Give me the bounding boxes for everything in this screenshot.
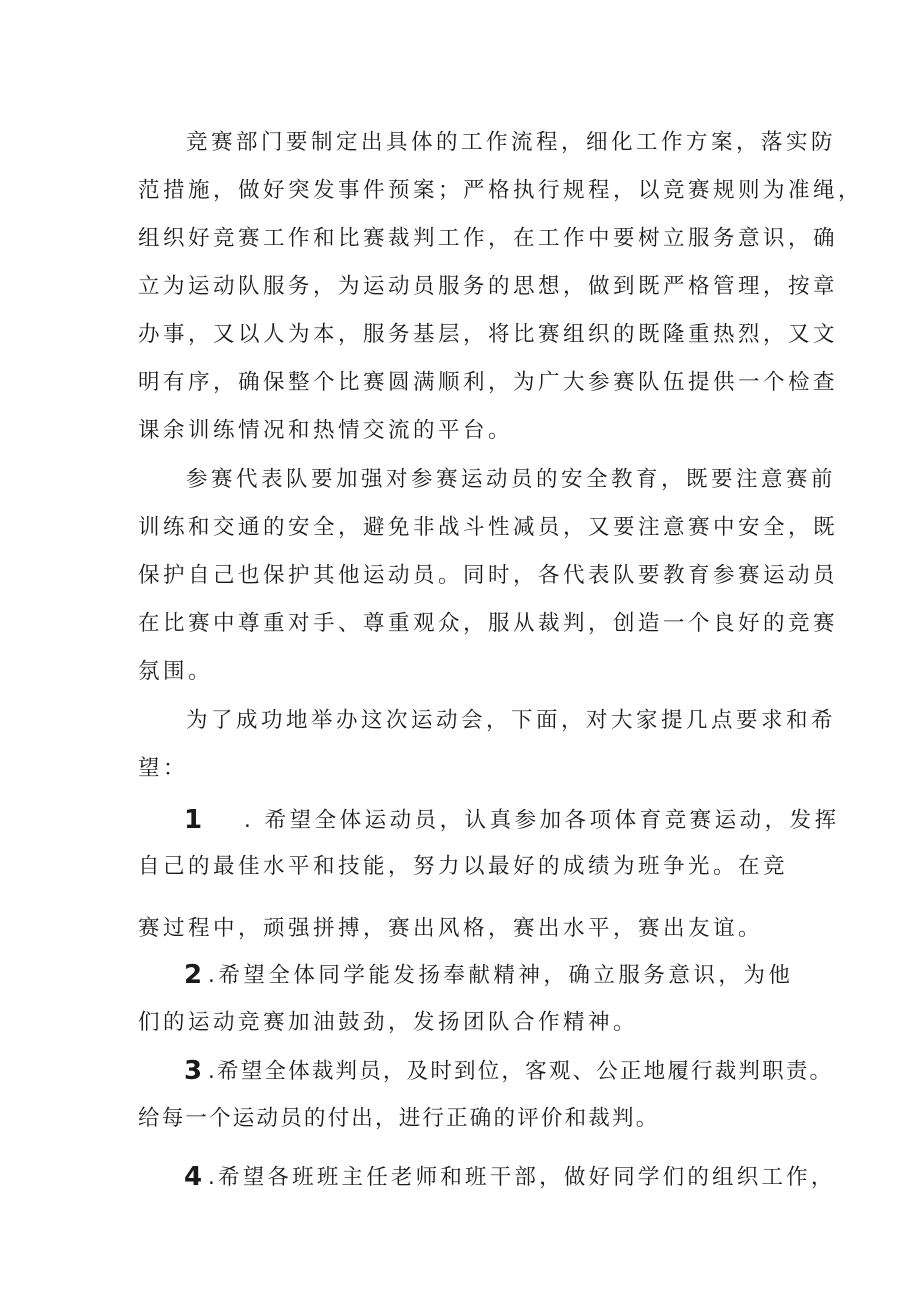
text-line: 参赛代表队要加强对参赛运动员的安全教育，既要注意赛前 xyxy=(186,467,837,492)
text-line: 训练和交通的安全，避免非战斗性减员，又要注意赛中安全，既 xyxy=(138,515,839,540)
text-line: 赛过程中，顽强拼搏，赛出风格，赛出水平，赛出友谊。 xyxy=(138,916,764,941)
text-line: . 希望全体运动员，认真参加各项体育竞赛运动，发挥 xyxy=(244,808,840,833)
text-line: 望： xyxy=(138,756,189,781)
text-line: .希望各班班主任老师和班干部，做好同学们的组织工作， xyxy=(208,1165,836,1190)
text-line: 组织好竞赛工作和比赛裁判工作，在工作中要树立服务意识，确 xyxy=(138,226,839,251)
text-line: 为了成功地举办这次运动会，下面，对大家提几点要求和希 xyxy=(186,708,837,733)
text-line: 氛围。 xyxy=(138,659,214,684)
text-line: 保护自己也保护其他运动员。同时，各代表队要教育参赛运动员 xyxy=(138,563,839,588)
text-line: 范措施，做好突发事件预案；严格执行规程，以竞赛规则为准绳， xyxy=(138,178,864,203)
item-number: 3 xyxy=(184,1056,203,1086)
text-line: 办事，又以人为本，服务基层，将比赛组织的既隆重热烈，又文 xyxy=(138,322,839,347)
text-line: .希望全体裁判员，及时到位，客观、公正地履行裁判职责。 xyxy=(208,1059,834,1084)
text-line: 明有序，确保整个比赛圆满顺利，为广大参赛队伍提供一个检查 xyxy=(138,370,839,395)
text-line: 给每一个运动员的付出，进行正确的评价和裁判。 xyxy=(138,1106,660,1131)
item-number: 4 xyxy=(184,1162,203,1192)
text-line: 课余训练情况和热情交流的平台。 xyxy=(138,418,514,443)
item-number: 1 xyxy=(184,805,203,835)
text-line: 在比赛中尊重对手、尊重观众，服从裁判，创造一个良好的竞赛 xyxy=(138,611,839,636)
text-line: .希望全体同学能发扬奉献精神，确立服务意识，为他 xyxy=(208,963,794,988)
text-line: 竞赛部门要制定出具体的工作流程，细化工作方案，落实防 xyxy=(186,130,837,155)
text-line: 们的运动竞赛加油鼓劲，发扬团队合作精神。 xyxy=(138,1010,639,1035)
item-number: 2 xyxy=(184,960,203,990)
text-line: 立为运动队服务，为运动员服务的思想，做到既严格管理，按章 xyxy=(138,274,839,299)
text-line: 自己的最佳水平和技能，努力以最好的成绩为班争光。在竞 xyxy=(138,854,789,879)
